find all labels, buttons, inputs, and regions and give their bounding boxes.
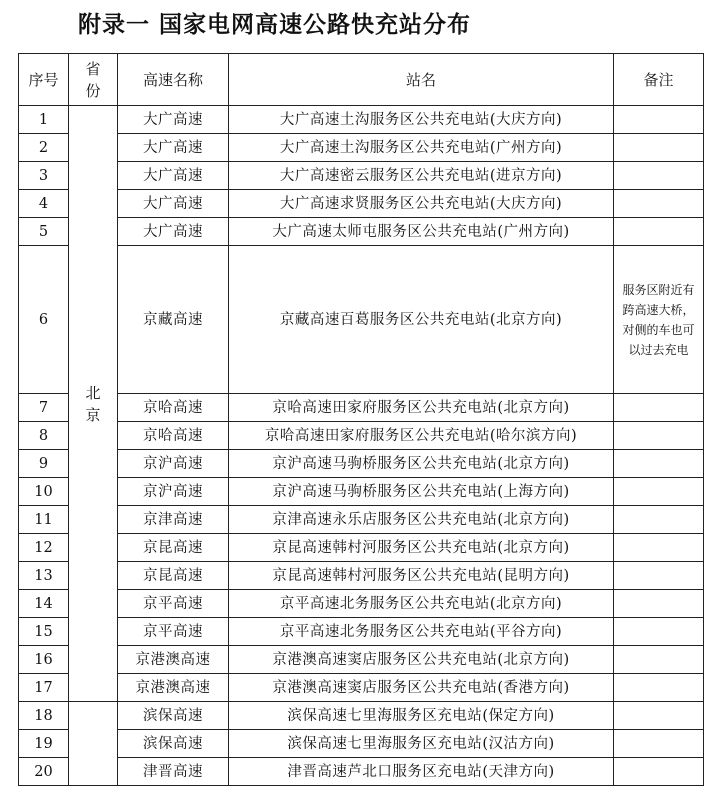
table-row xyxy=(19,246,704,394)
seq-cell: 9 xyxy=(19,450,69,478)
seq-cell: 10 xyxy=(19,478,69,506)
station-cell: 京港澳高速窦店服务区公共充电站(香港方向) xyxy=(229,674,614,702)
highway-cell: 大广高速 xyxy=(118,162,229,190)
table-row xyxy=(19,730,704,758)
highway-cell: 大广高速 xyxy=(118,134,229,162)
station-cell: 京昆高速韩村河服务区公共充电站(北京方向) xyxy=(229,534,614,562)
seq-cell: 4 xyxy=(19,190,69,218)
table-row xyxy=(19,674,704,702)
note-cell xyxy=(614,646,704,674)
table-row xyxy=(19,450,704,478)
table-row xyxy=(19,506,704,534)
note-cell xyxy=(614,422,704,450)
table-row xyxy=(19,394,704,422)
table-row xyxy=(19,618,704,646)
seq-cell: 17 xyxy=(19,674,69,702)
station-cell: 京昆高速韩村河服务区公共充电站(昆明方向) xyxy=(229,562,614,590)
seq-cell: 6 xyxy=(19,246,69,394)
station-cell: 京沪高速马驹桥服务区公共充电站(上海方向) xyxy=(229,478,614,506)
note-cell xyxy=(614,618,704,646)
station-cell: 京藏高速百葛服务区公共充电站(北京方向) xyxy=(229,246,614,394)
seq-cell: 14 xyxy=(19,590,69,618)
seq-cell: 3 xyxy=(19,162,69,190)
station-cell: 大广高速土沟服务区公共充电站(广州方向) xyxy=(229,134,614,162)
station-cell: 大广高速求贤服务区公共充电站(大庆方向) xyxy=(229,190,614,218)
header-station: 站名 xyxy=(229,54,614,106)
highway-cell: 京津高速 xyxy=(118,506,229,534)
note-cell xyxy=(614,478,704,506)
note-cell xyxy=(614,190,704,218)
table-row xyxy=(19,646,704,674)
table-row xyxy=(19,422,704,450)
highway-cell: 大广高速 xyxy=(118,190,229,218)
station-cell: 京哈高速田家府服务区公共充电站(哈尔滨方向) xyxy=(229,422,614,450)
highway-cell: 京平高速 xyxy=(118,618,229,646)
station-cell: 京哈高速田家府服务区公共充电站(北京方向) xyxy=(229,394,614,422)
seq-cell: 2 xyxy=(19,134,69,162)
highway-cell: 京昆高速 xyxy=(118,534,229,562)
seq-cell: 5 xyxy=(19,218,69,246)
seq-cell: 13 xyxy=(19,562,69,590)
seq-cell: 18 xyxy=(19,702,69,730)
note-cell xyxy=(614,674,704,702)
note-cell xyxy=(614,162,704,190)
station-cell: 津晋高速芦北口服务区充电站(天津方向) xyxy=(229,758,614,786)
note-cell xyxy=(614,506,704,534)
header-highway: 高速名称 xyxy=(118,54,229,106)
table-row xyxy=(19,534,704,562)
seq-cell: 19 xyxy=(19,730,69,758)
seq-cell: 20 xyxy=(19,758,69,786)
highway-cell: 京港澳高速 xyxy=(118,646,229,674)
note-cell: 服务区附近有跨高速大桥，对侧的车也可以过去充电 xyxy=(614,246,704,394)
highway-cell: 京哈高速 xyxy=(118,394,229,422)
highway-cell: 京沪高速 xyxy=(118,478,229,506)
highway-cell: 滨保高速 xyxy=(118,730,229,758)
station-cell: 滨保高速七里海服务区充电站(保定方向) xyxy=(229,702,614,730)
header-seq: 序号 xyxy=(19,54,69,106)
note-cell xyxy=(614,134,704,162)
table-row xyxy=(19,218,704,246)
station-cell: 京港澳高速窦店服务区公共充电站(北京方向) xyxy=(229,646,614,674)
note-cell xyxy=(614,562,704,590)
header-province: 省份 xyxy=(69,54,118,106)
highway-cell: 京港澳高速 xyxy=(118,674,229,702)
table-row xyxy=(19,562,704,590)
note-cell xyxy=(614,450,704,478)
table-row xyxy=(19,478,704,506)
seq-cell: 11 xyxy=(19,506,69,534)
note-cell xyxy=(614,106,704,134)
province-cell-tianjin xyxy=(69,702,118,786)
highway-cell: 京平高速 xyxy=(118,590,229,618)
station-cell: 京津高速永乐店服务区公共充电站(北京方向) xyxy=(229,506,614,534)
table-row xyxy=(19,190,704,218)
header-note: 备注 xyxy=(614,54,704,106)
station-cell: 大广高速太师屯服务区公共充电站(广州方向) xyxy=(229,218,614,246)
highway-cell: 京昆高速 xyxy=(118,562,229,590)
seq-cell: 8 xyxy=(19,422,69,450)
seq-cell: 12 xyxy=(19,534,69,562)
station-cell: 京平高速北务服务区公共充电站(北京方向) xyxy=(229,590,614,618)
table-row xyxy=(19,590,704,618)
province-cell-beijing: 北京 xyxy=(69,106,118,702)
highway-cell: 大广高速 xyxy=(118,218,229,246)
highway-cell: 大广高速 xyxy=(118,106,229,134)
note-cell xyxy=(614,702,704,730)
charging-station-table xyxy=(18,53,704,786)
table-header-row xyxy=(19,54,704,106)
table-row xyxy=(19,702,704,730)
seq-cell: 16 xyxy=(19,646,69,674)
page-title: 附录一 国家电网高速公路快充站分布 xyxy=(78,12,472,38)
highway-cell: 京藏高速 xyxy=(118,246,229,394)
table-row xyxy=(19,106,704,134)
note-cell xyxy=(614,730,704,758)
note-cell xyxy=(614,394,704,422)
seq-cell: 7 xyxy=(19,394,69,422)
station-cell: 京沪高速马驹桥服务区公共充电站(北京方向) xyxy=(229,450,614,478)
highway-cell: 津晋高速 xyxy=(118,758,229,786)
note-cell xyxy=(614,534,704,562)
table-row xyxy=(19,134,704,162)
table-row xyxy=(19,758,704,786)
station-cell: 大广高速土沟服务区公共充电站(大庆方向) xyxy=(229,106,614,134)
seq-cell: 15 xyxy=(19,618,69,646)
station-cell: 京平高速北务服务区公共充电站(平谷方向) xyxy=(229,618,614,646)
station-cell: 滨保高速七里海服务区充电站(汉沽方向) xyxy=(229,730,614,758)
highway-cell: 京沪高速 xyxy=(118,450,229,478)
highway-cell: 京哈高速 xyxy=(118,422,229,450)
note-cell xyxy=(614,590,704,618)
note-cell xyxy=(614,218,704,246)
highway-cell: 滨保高速 xyxy=(118,702,229,730)
note-cell xyxy=(614,758,704,786)
station-cell: 大广高速密云服务区公共充电站(进京方向) xyxy=(229,162,614,190)
table-row xyxy=(19,162,704,190)
seq-cell: 1 xyxy=(19,106,69,134)
